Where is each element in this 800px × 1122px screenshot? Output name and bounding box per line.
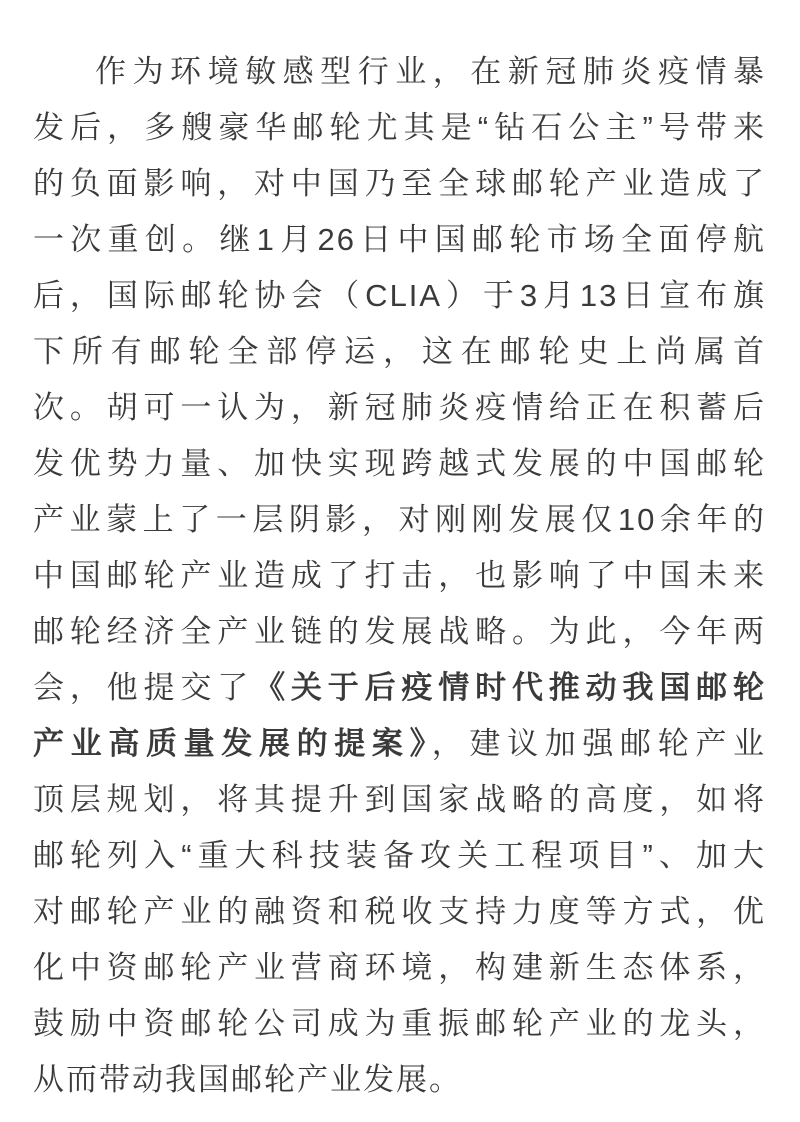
text-line [33, 772, 766, 828]
text-segment: 中国邮轮产业造成了打击，也影响了中国未来 [33, 558, 766, 593]
text-line [33, 44, 766, 100]
text-segment: 化中资邮轮产业营商环境，构建新生态体系， [33, 950, 766, 985]
text-segment: 下所有邮轮全部停运，这在邮轮史上尚属首 [33, 334, 766, 369]
text-line [33, 324, 766, 380]
text-segment: 发优势力量、加快实现跨越式发展的中国邮轮 [33, 446, 766, 481]
text-line [33, 828, 766, 884]
text-segment: 产业蒙上了一层阴影，对刚刚发展仅10余年的 [33, 502, 766, 537]
text-line [33, 436, 766, 492]
text-segment: 的负面影响，对中国乃至全球邮轮产业造成了 [33, 166, 766, 201]
text-segment: 后，国际邮轮协会（CLIA）于3月13日宣布旗 [33, 278, 766, 313]
text-segment: 从而带动我国邮轮产业发展。 [33, 1062, 462, 1097]
text-line [33, 996, 766, 1052]
text-line [33, 548, 766, 604]
proposal-title-bold-segment: 《关于后疫情时代推动我国邮轮 [254, 670, 767, 705]
proposal-title-bold-segment: 产业高质量发展的提案》 [33, 726, 432, 761]
text-line [33, 660, 766, 716]
text-segment: 发后，多艘豪华邮轮尤其是“钻石公主”号带来 [33, 110, 766, 145]
text-line [33, 156, 766, 212]
text-segment: ，建议加强邮轮产业 [431, 726, 767, 761]
text-line [33, 380, 766, 436]
text-line [33, 492, 766, 548]
text-line [33, 884, 766, 940]
text-line [33, 212, 766, 268]
text-segment: 邮轮经济全产业链的发展战略。为此，今年两 [33, 614, 766, 649]
text-line [33, 268, 766, 324]
text-segment: 次。胡可一认为，新冠肺炎疫情给正在积蓄后 [33, 390, 766, 425]
text-line [33, 604, 766, 660]
text-line [33, 716, 766, 772]
text-segment: 会，他提交了 [33, 670, 255, 705]
text-segment: 鼓励中资邮轮公司成为重振邮轮产业的龙头， [33, 1006, 766, 1041]
text-segment: 邮轮列入“重大科技装备攻关工程项目”、加大 [33, 838, 766, 873]
text-segment: 对邮轮产业的融资和税收支持力度等方式，优 [33, 894, 766, 929]
article-paragraph [33, 44, 766, 1108]
text-segment: 顶层规划，将其提升到国家战略的高度，如将 [33, 782, 766, 817]
text-segment: 一次重创。继1月26日中国邮轮市场全面停航 [33, 222, 766, 257]
text-line [33, 940, 766, 996]
text-line [33, 100, 766, 156]
text-line [33, 1052, 766, 1108]
text-segment: 作为环境敏感型行业，在新冠肺炎疫情暴 [95, 54, 766, 89]
